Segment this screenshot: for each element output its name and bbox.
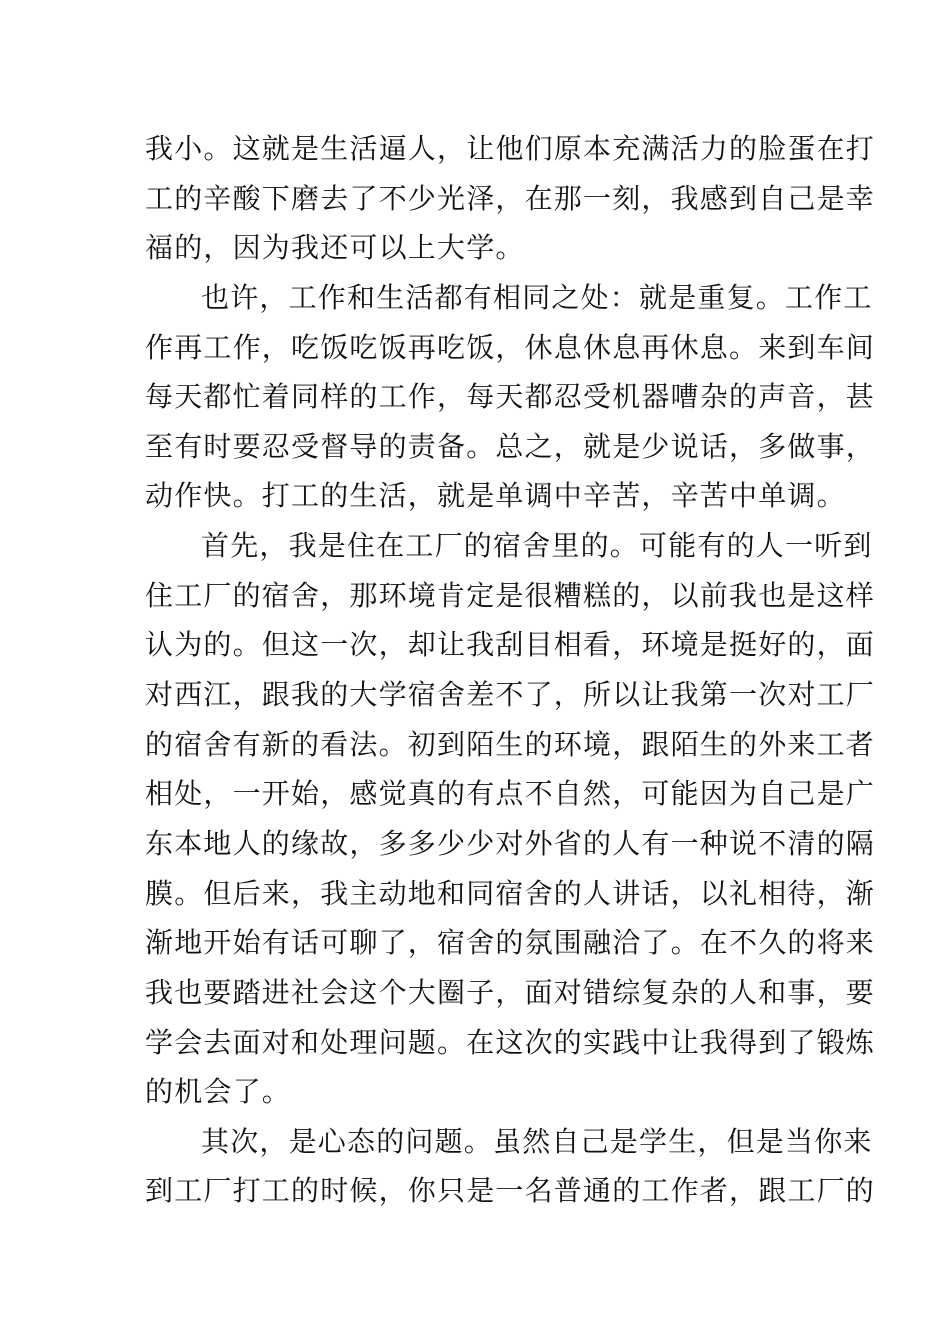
text-line: 的宿舍有新的看法。初到陌生的环境，跟陌生的外来工者 <box>145 727 876 761</box>
document-body <box>145 124 876 1216</box>
text-line: 工的辛酸下磨去了不少光泽，在那一刻，我感到自己是幸 <box>145 181 876 215</box>
text-line: 对西江，跟我的大学宿舍差不了，所以让我第一次对工厂 <box>145 678 876 712</box>
text-line: 膜。但后来，我主动地和同宿舍的人讲话，以礼相待，渐 <box>145 876 876 910</box>
text-line: 也许，工作和生活都有相同之处：就是重复。工作工 <box>201 280 873 314</box>
text-line: 首先，我是住在工厂的宿舍里的。可能有的人一听到 <box>201 529 873 563</box>
paragraph <box>145 124 876 273</box>
text-line: 其次，是心态的问题。虽然自己是学生，但是当你来 <box>201 1124 873 1158</box>
text-line: 到工厂打工的时候，你只是一名普通的工作者，跟工厂的 <box>145 1174 876 1208</box>
text-line: 至有时要忍受督导的责备。总之，就是少说话，多做事， <box>145 429 876 463</box>
text-line: 的机会了。 <box>145 1075 292 1109</box>
text-line: 相处，一开始，感觉真的有点不自然，可能因为自己是广 <box>145 777 876 811</box>
text-line: 作再工作，吃饭吃饭再吃饭，休息休息再休息。来到车间 <box>145 330 876 364</box>
text-line: 动作快。打工的生活，就是单调中辛苦，辛苦中单调。 <box>145 479 846 513</box>
text-line: 我也要踏进社会这个大圈子，面对错综复杂的人和事，要 <box>145 975 876 1009</box>
paragraph <box>145 273 876 521</box>
paragraph <box>145 521 876 1117</box>
text-line: 渐地开始有话可聊了，宿舍的氛围融洽了。在不久的将来 <box>145 926 876 960</box>
text-line: 东本地人的缘故，多多少少对外省的人有一种说不清的隔 <box>145 826 876 860</box>
text-line: 住工厂的宿舍，那环境肯定是很糟糕的，以前我也是这样 <box>145 578 876 612</box>
text-line: 学会去面对和处理问题。在这次的实践中让我得到了锻炼 <box>145 1025 876 1059</box>
text-line: 认为的。但这一次，却让我刮目相看，环境是挺好的，面 <box>145 628 876 662</box>
text-line: 每天都忙着同样的工作，每天都忍受机器嘈杂的声音，甚 <box>145 380 876 414</box>
paragraph <box>145 1117 876 1216</box>
text-line: 我小。这就是生活逼人，让他们原本充满活力的脸蛋在打 <box>145 132 876 165</box>
text-line: 福的，因为我还可以上大学。 <box>145 231 525 265</box>
